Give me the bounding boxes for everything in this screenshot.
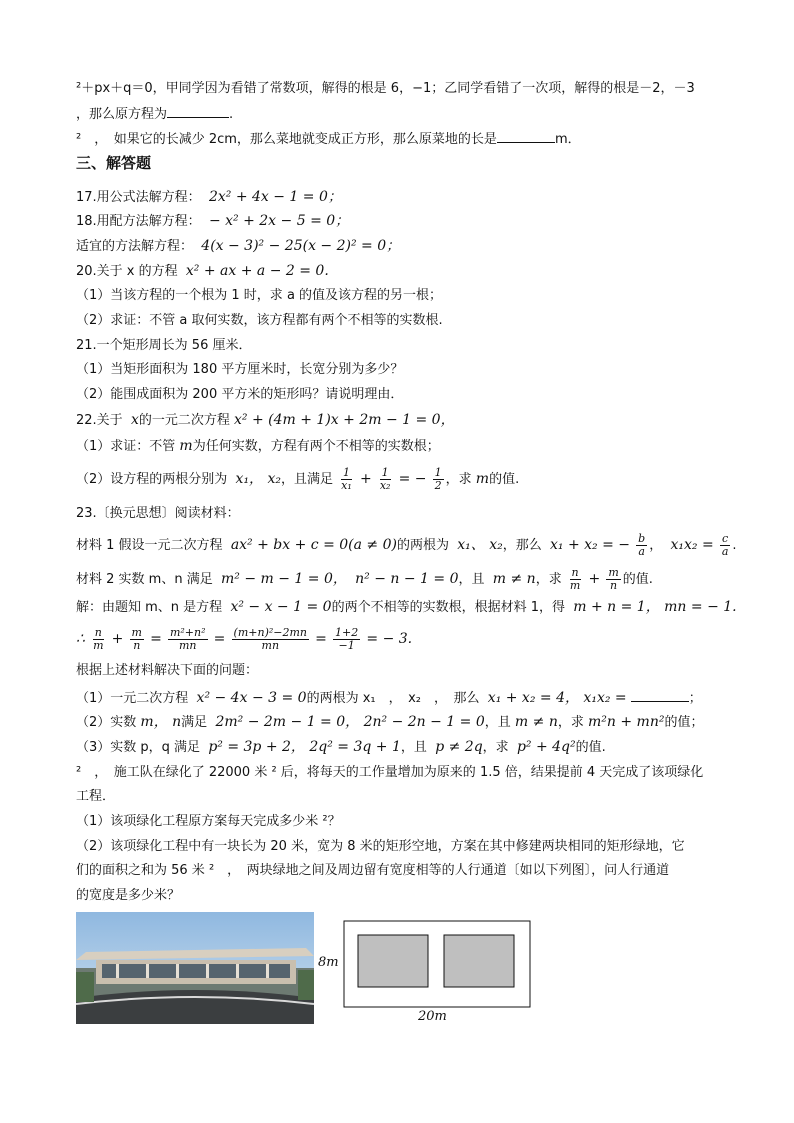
answer-blank[interactable] <box>167 104 229 118</box>
fraction-m-over-n: $\frac{m}{n}$ <box>131 626 142 652</box>
fraction-c-over-a: $\frac{c}{a}$ <box>721 532 729 558</box>
question-20-part2: （2）求证：不管 a 取何实数，该方程都有两个不相等的实数根. <box>76 313 443 328</box>
question-21-part2: （2）能围成面积为 200 平方米的矩形吗？请说明理由． <box>76 387 404 402</box>
width-label: 20m <box>418 1009 447 1024</box>
fraction-sum-squares: $\frac{\text{m²+n²}}{mn}$ <box>169 626 206 652</box>
partial-question-15-line2: ，那么原方程为 . <box>76 104 233 124</box>
fraction-1-over-2: $\frac{1}{2}$ <box>434 466 442 492</box>
solution-line1: 解：由题知 m、n 是方程 x² − x − 1 = 0的两个不相等的实数根，根据材料 1，得 m + n = 1， mn = − 1. <box>76 599 737 615</box>
fraction-m-over-n: $\frac{m}{n}$ <box>608 566 619 592</box>
question-20-part1: （1）当该方程的一个根为 1 时，求 a 的值及该方程的另一根； <box>76 288 443 303</box>
question-17: 17.用公式法解方程： 2x² + 4x − 1 = 0； <box>76 189 342 205</box>
question-24-part2-line3: 的宽度是多少米？ <box>76 888 181 903</box>
fraction-1-over-x1: $\frac{1}{\text{x₁}}$ <box>341 466 352 492</box>
fraction-n-over-m: $\frac{n}{m}$ <box>93 626 104 652</box>
question-21-part1: （1）当矩形面积为 180 平方厘米时，长宽分别为多少？ <box>76 362 404 377</box>
question-24-part1: （1）该项绿化工程原方案每天完成多少米 ²？ <box>76 814 341 829</box>
fraction-numeric: $\frac{1+2}{-1}$ <box>335 626 359 652</box>
question-24-part2-line1: （2）该项绿化工程中有一块长为 20 米，宽为 8 米的矩形空地，方案在其中修建两块相同的矩形绿地，它 <box>76 839 685 854</box>
problem-2: （2）实数 m， n满足 2m² − 2m − 1 = 0， 2n² − 2n − 1 = 0，且 m ≠ n，求 m²n + mn²的值； <box>76 714 704 730</box>
fraction-b-over-a: $\frac{b}{a}$ <box>638 532 646 558</box>
fraction-n-over-m: $\frac{n}{m}$ <box>569 566 581 592</box>
question-22-part2: （2）设方程的两根分别为 x₁， x₂，且满足 $\frac{1}{\text{x₁}}$ + $\frac{1}{\text{x₂}}$ = − $\frac{1}{2}$ ，求 m的值. <box>76 466 520 492</box>
question-22-part1: （1）求证：不管 m为任何实数，方程有两个不相等的实数根； <box>76 438 440 454</box>
question-23: 23.〔换元思想〕阅读材料： <box>76 506 240 521</box>
fraction-expanded: $\frac{\text{(m+n)²−2mn}}{mn}$ <box>233 626 308 652</box>
building-photo <box>76 912 314 1024</box>
question-21: 21.一个矩形周长为 56 厘米． <box>76 338 252 353</box>
question-18: 18.用配方法解方程： − x² + 2x − 5 = 0； <box>76 213 350 229</box>
lawn-right <box>444 935 514 987</box>
answer-blank[interactable] <box>631 688 689 702</box>
height-label: 8m <box>318 955 339 970</box>
answer-blank[interactable] <box>497 129 555 143</box>
section-heading: 三、解答题 <box>76 154 152 172</box>
problem-3: （3）实数 p，q 满足 p² = 3p + 2， 2q² = 3q + 1，且 p ≠ 2q，求 p² + 4q²的值. <box>76 739 606 755</box>
partial-question-16: ² ， 如果它的长减少 2cm，那么菜地就变成正方形，那么原菜地的长是 m． <box>76 129 581 149</box>
question-19: 适宜的方法解方程： 4(x − 3)² − 25(x − 2)² = 0； <box>76 238 401 254</box>
material-1: 材料 1 假设一元二次方程 ax² + bx + c = 0(a ≠ 0)的两根为 x₁、 x₂，那么 x₁ + x₂ = − $\frac{b}{a}$ ， x₁x₂ = $\frac{c}{a}$ . <box>76 532 737 558</box>
question-20: 20.关于 x 的方程 x² + ax + a − 2 = 0. <box>76 263 329 279</box>
partial-question-15-line1: ²＋px＋q＝0，甲同学因为看错了常数项，解得的根是 6，−1；乙同学看错了一次项，解得的根是－2，－3 <box>76 81 695 96</box>
question-24-line1: ² ， 施工队在绿化了 22000 米 ² 后，将每天的工作量增加为原来的 1.5 倍，结果提前 4 天完成了该项绿化 <box>76 765 704 780</box>
problem-1: （1）一元二次方程 x² − 4x − 3 = 0的两根为 x₁ ， x₂ ， 那么 x₁ + x₂ = 4， x₁x₂ = ； <box>76 690 702 706</box>
question-24-part2-line2: 们的面积之和为 56 米 ² ， 两块绿地之间及周边留有宽度相等的人行通道〔如以下列图〕，问人行通道 <box>76 863 670 878</box>
lawn-layout-diagram <box>318 915 538 1027</box>
fraction-1-over-x2: $\frac{1}{\text{x₂}}$ <box>379 466 391 492</box>
material-2: 材料 2 实数 m、n 满足 m² − m − 1 = 0， n² − n − 1 = 0，且 m ≠ n，求 $\frac{n}{m}$ + $\frac{m}{n}$ 的值. <box>76 566 653 592</box>
solution-line2: ∴ $\frac{n}{m}$ + $\frac{m}{n}$ = $\frac{\text{m²+n²}}{mn}$ = $\frac{\text{(m+n)²−2mn}}{mn}$ = $\frac{1+2}{-1}$ = − 3. <box>76 626 413 652</box>
lawn-left <box>358 935 428 987</box>
question-24-line2: 工程． <box>76 789 116 804</box>
question-22: 22.关于 x的一元二次方程 x² + (4m + 1)x + 2m − 1 = 0， <box>76 412 455 428</box>
problems-intro: 根据上述材料解决下面的问题： <box>76 663 259 678</box>
